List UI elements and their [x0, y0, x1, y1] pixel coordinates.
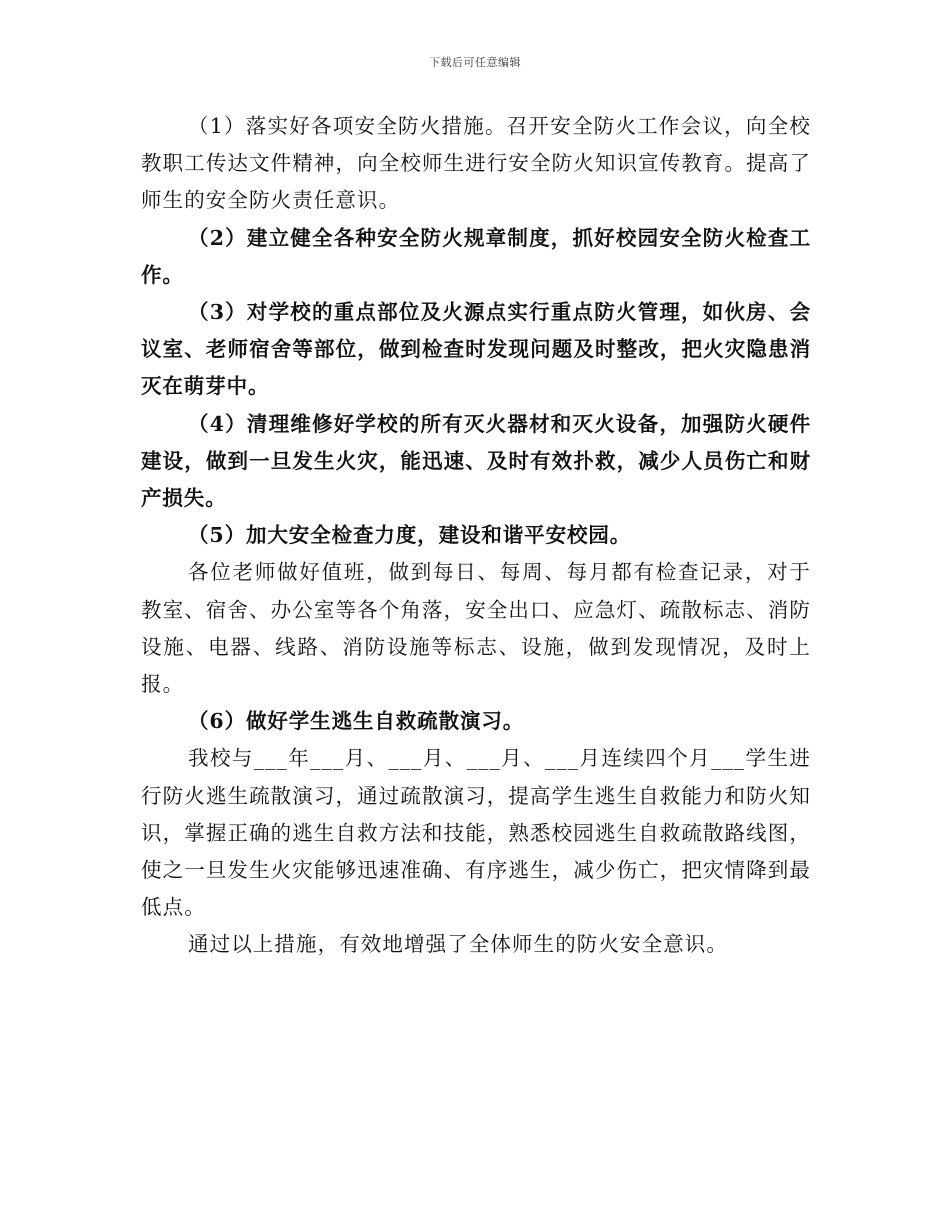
paragraph-6: 各位老师做好值班，做到每日、每周、每月都有检查记录，对于教室、宿舍、办公室等各个角落，安全出口、应急灯、疏散标志、消防设施、电器、线路、消防设施等标志、设施，做到发现情况，及时上报。 [141, 560, 811, 697]
page-header-note: 下载后可任意编辑 [429, 56, 521, 69]
paragraph-5: （5）加大安全检查力度，建设和谐平安校园。 [188, 523, 632, 548]
paragraph-3: （3）对学校的重点部位及火源点实行重点防火管理，如伙房、会议室、老师宿舍等部位，做到检查时发现问题及时整改，把火灾隐患消灭在萌芽中。 [141, 300, 811, 399]
document-body [141, 108, 811, 964]
paragraph-8: 我校与___年___月、___月、___月、___月连续四个月___学生进行防火逃生疏散演习，通过疏散演习，提高学生逃生自救能力和防火知识，掌握正确的逃生自救方法和技能，熟悉校园逃生自救疏散路线图，使之一旦发生火灾能够迅速准确、有序逃生，减少伤亡，把灾情降到最低点。 [141, 746, 811, 920]
paragraph-9: 通过以上措施，有效地增强了全体师生的防火安全意识。 [188, 932, 728, 957]
paragraph-2: （2）建立健全各种安全防火规章制度，抓好校园安全防火检查工作。 [141, 225, 811, 287]
paragraph-1: （1）落实好各项安全防火措施。召开安全防火工作会议，向全校教职工传达文件精神，向全校师生进行安全防火知识宣传教育。提高了师生的安全防火责任意识。 [141, 114, 811, 213]
paragraph-4: （4）清理维修好学校的所有灭火器材和灭火设备，加强防火硬件建设，做到一旦发生火灾，能迅速、及时有效扑救，减少人员伤亡和财产损失。 [141, 411, 811, 511]
paragraph-7: （6）做好学生逃生自救疏散演习。 [188, 709, 525, 734]
